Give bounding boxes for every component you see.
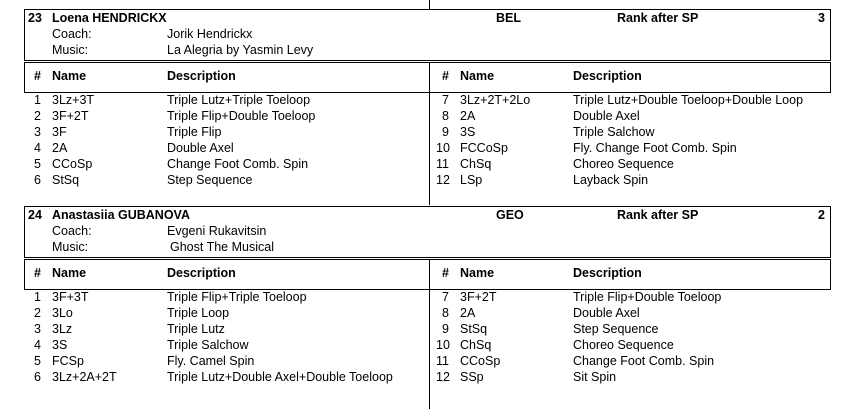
- element-number: 2: [34, 109, 41, 123]
- element-row: [24, 370, 831, 386]
- element-description: Layback Spin: [573, 173, 649, 187]
- element-description: Triple Flip+Double Toeloop: [573, 290, 722, 304]
- header-description-left: Description: [167, 266, 236, 280]
- element-description: Triple Lutz+Double Axel+Double Toeloop: [167, 370, 393, 384]
- elements-header-box: [24, 62, 831, 93]
- element-description: Triple Salchow: [573, 125, 655, 139]
- header-name-right: Name: [460, 266, 495, 280]
- element-code: 3Lo: [52, 306, 73, 320]
- element-row: [24, 173, 831, 189]
- element-row: [24, 141, 831, 157]
- music-value: Ghost The Musical: [170, 240, 274, 254]
- header-name-left: Name: [52, 266, 87, 280]
- element-number: 9: [442, 125, 449, 139]
- element-description: Choreo Sequence: [573, 157, 674, 171]
- element-code: 2A: [460, 306, 476, 320]
- element-number: 7: [442, 290, 449, 304]
- element-row: [24, 338, 831, 354]
- element-number: 11: [436, 354, 449, 368]
- coach-value: Jorik Hendrickx: [167, 27, 253, 41]
- element-code: 3S: [460, 125, 476, 139]
- element-code: 2A: [460, 109, 476, 123]
- element-number: 8: [442, 109, 449, 123]
- element-number: 5: [34, 157, 41, 171]
- element-number: 6: [34, 370, 41, 384]
- element-description: Change Foot Comb. Spin: [573, 354, 715, 368]
- element-description: Double Axel: [167, 141, 234, 155]
- element-number: 2: [34, 306, 41, 320]
- nation-code: BEL: [496, 11, 521, 25]
- element-description: Triple Salchow: [167, 338, 249, 352]
- element-number: 7: [442, 93, 449, 107]
- element-description: Fly. Camel Spin: [167, 354, 255, 368]
- start-number: 23: [28, 11, 42, 25]
- element-number: 8: [442, 306, 449, 320]
- element-row: [24, 93, 831, 109]
- music-label: Music:: [52, 43, 89, 57]
- element-code: 3F+3T: [52, 290, 89, 304]
- element-description: Triple Flip: [167, 125, 222, 139]
- element-number: 3: [34, 125, 41, 139]
- skater-name: Anastasiia GUBANOVA: [52, 208, 190, 222]
- element-number: 1: [34, 290, 41, 304]
- element-code: FCCoSp: [460, 141, 508, 155]
- header-number-right: #: [442, 266, 449, 280]
- element-description: Choreo Sequence: [573, 338, 674, 352]
- header-number-left: #: [34, 69, 41, 83]
- rank-label: Rank after SP: [617, 208, 699, 222]
- element-row: [24, 354, 831, 370]
- header-description-left: Description: [167, 69, 236, 83]
- element-number: 11: [436, 157, 449, 171]
- header-number-right: #: [442, 69, 449, 83]
- column-divider-top: [429, 0, 430, 9]
- element-description: Double Axel: [573, 109, 640, 123]
- rank-label: Rank after SP: [617, 11, 699, 25]
- header-name-left: Name: [52, 69, 87, 83]
- rank-value: 2: [818, 208, 825, 222]
- element-row: [24, 157, 831, 173]
- rank-value: 3: [818, 11, 825, 25]
- element-number: 4: [34, 141, 41, 155]
- element-description: Triple Flip+Triple Toeloop: [167, 290, 307, 304]
- element-description: Triple Lutz+Double Toeloop+Double Loop: [573, 93, 804, 107]
- element-code: CCoSp: [52, 157, 93, 171]
- start-number: 24: [28, 208, 42, 222]
- nation-code: GEO: [496, 208, 524, 222]
- element-number: 9: [442, 322, 449, 336]
- element-description: Triple Lutz: [167, 322, 225, 336]
- element-code: FCSp: [52, 354, 84, 368]
- element-number: 12: [436, 370, 450, 384]
- element-description: Fly. Change Foot Comb. Spin: [573, 141, 737, 155]
- element-number: 12: [436, 173, 450, 187]
- element-code: LSp: [460, 173, 483, 187]
- element-code: 3F: [52, 125, 67, 139]
- element-code: 3F+2T: [52, 109, 89, 123]
- element-code: 3Lz+2T+2Lo: [460, 93, 531, 107]
- element-description: Double Axel: [573, 306, 640, 320]
- skater-name: Loena HENDRICKX: [52, 11, 167, 25]
- element-description: Triple Lutz+Triple Toeloop: [167, 93, 311, 107]
- element-number: 10: [436, 338, 450, 352]
- element-code: SSp: [460, 370, 484, 384]
- header-description-right: Description: [573, 69, 642, 83]
- element-number: 10: [436, 141, 450, 155]
- header-description-right: Description: [573, 266, 642, 280]
- element-number: 1: [34, 93, 41, 107]
- element-code: StSq: [460, 322, 488, 336]
- element-code: CCoSp: [460, 354, 501, 368]
- element-description: Triple Loop: [167, 306, 230, 320]
- element-code: StSq: [52, 173, 80, 187]
- coach-label: Coach:: [52, 224, 92, 238]
- element-description: Sit Spin: [573, 370, 617, 384]
- element-number: 4: [34, 338, 41, 352]
- header-name-right: Name: [460, 69, 495, 83]
- element-code: 3S: [52, 338, 68, 352]
- element-description: Step Sequence: [573, 322, 659, 336]
- element-row: [24, 290, 831, 306]
- music-label: Music:: [52, 240, 89, 254]
- element-description: Triple Flip+Double Toeloop: [167, 109, 316, 123]
- element-description: Step Sequence: [167, 173, 253, 187]
- coach-value: Evgeni Rukavitsin: [167, 224, 267, 238]
- element-row: [24, 306, 831, 322]
- element-code: 2A: [52, 141, 68, 155]
- element-code: 3Lz+2A+2T: [52, 370, 117, 384]
- element-code: ChSq: [460, 157, 492, 171]
- element-row: [24, 109, 831, 125]
- element-number: 6: [34, 173, 41, 187]
- element-row: [24, 125, 831, 141]
- element-row: [24, 322, 831, 338]
- element-description: Change Foot Comb. Spin: [167, 157, 309, 171]
- header-number-left: #: [34, 266, 41, 280]
- element-code: ChSq: [460, 338, 492, 352]
- elements-header-box: [24, 259, 831, 290]
- element-code: 3F+2T: [460, 290, 497, 304]
- element-number: 5: [34, 354, 41, 368]
- music-value: La Alegria by Yasmin Levy: [167, 43, 314, 57]
- element-number: 3: [34, 322, 41, 336]
- element-code: 3Lz: [52, 322, 73, 336]
- element-code: 3Lz+3T: [52, 93, 95, 107]
- coach-label: Coach:: [52, 27, 92, 41]
